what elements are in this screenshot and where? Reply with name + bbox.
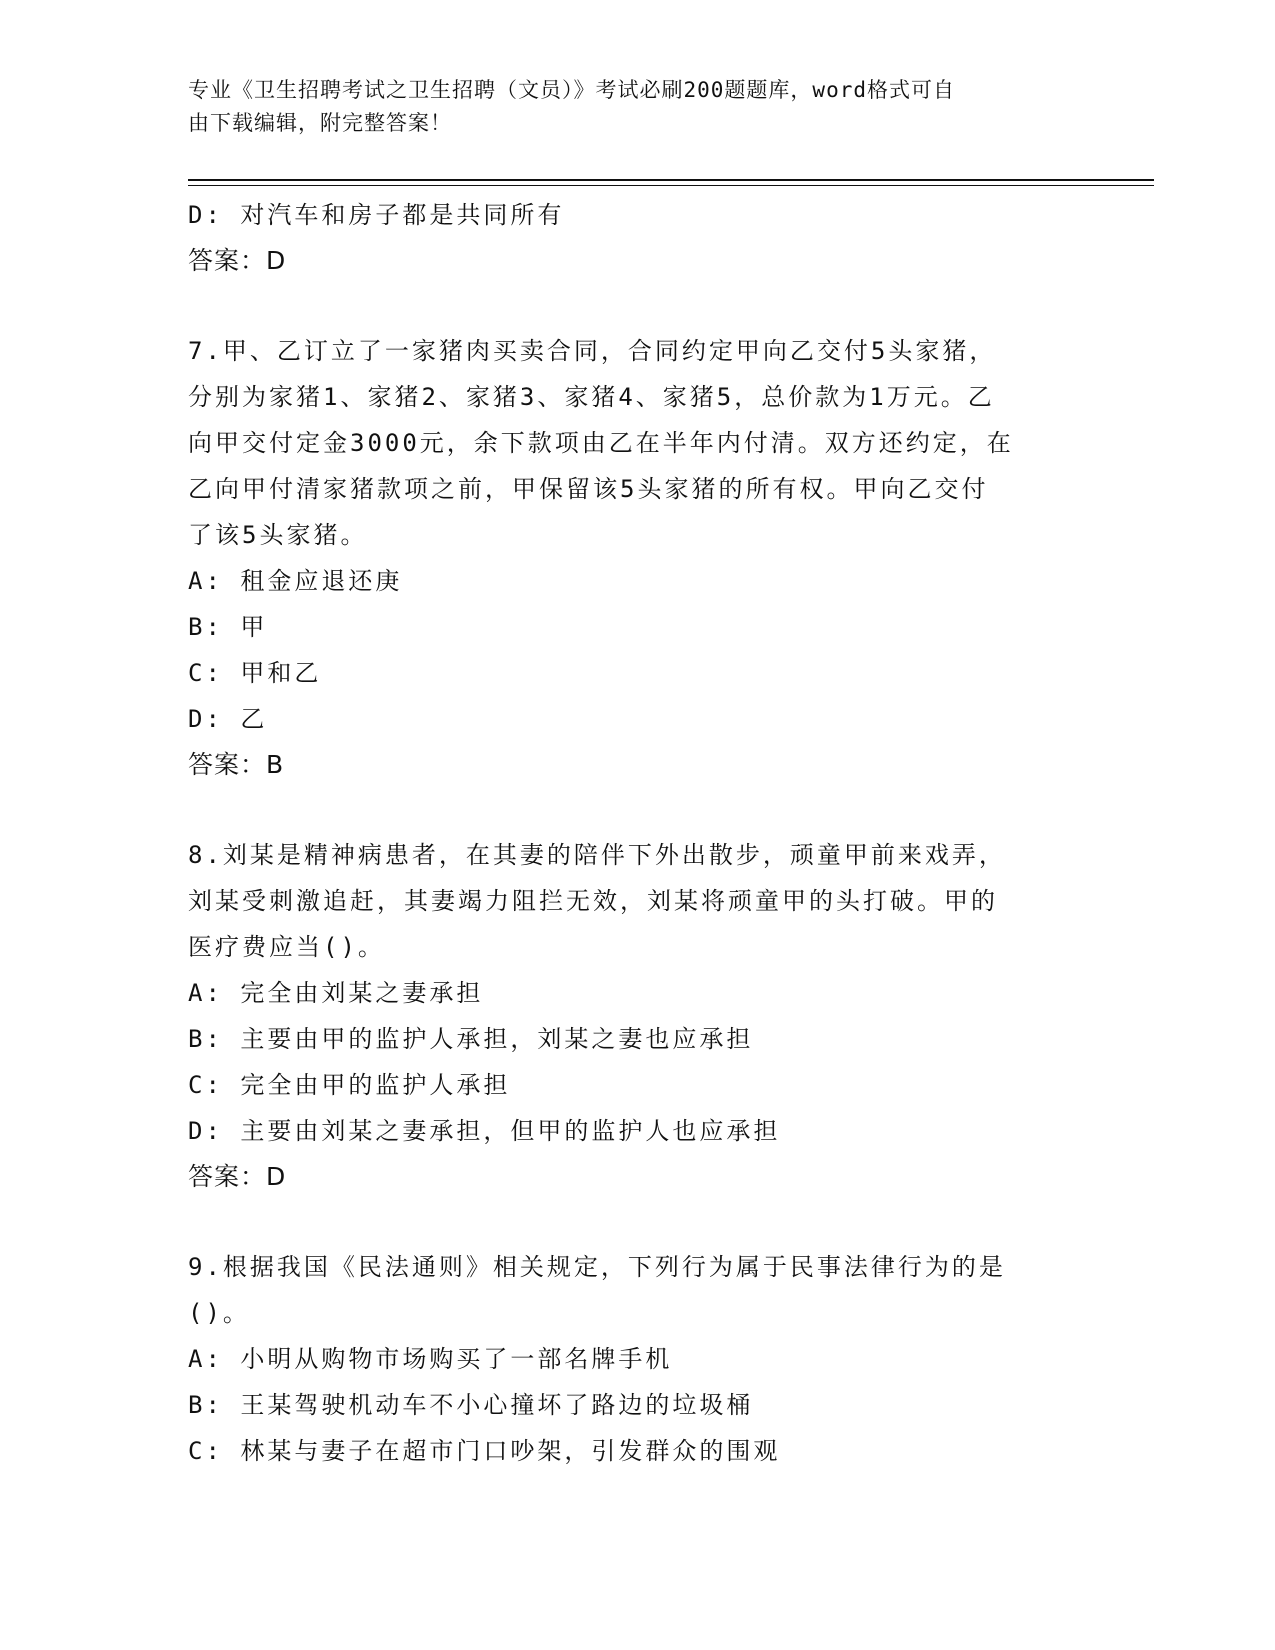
- prev-option-d: D: 对汽车和房子都是共同所有: [188, 201, 565, 229]
- q7-stem-line: 了该5头家猪。: [188, 521, 368, 549]
- q8-stem-line: 刘某受刺激追赶，其妻竭力阻拦无效，刘某将顽童甲的头打破。甲的: [188, 887, 998, 915]
- q8-option-b: B: 主要由甲的监护人承担，刘某之妻也应承担: [188, 1025, 754, 1053]
- q7-option-b: B: 甲: [188, 613, 268, 641]
- spacer: [188, 788, 1088, 832]
- q9-option-b: B: 王某驾驶机动车不小心撞坏了路边的垃圾桶: [188, 1391, 754, 1419]
- q8-option-a: A: 完全由刘某之妻承担: [188, 979, 484, 1007]
- q7-stem-line: 乙向甲付清家猪款项之前，甲保留该5头家猪的所有权。甲向乙交付: [188, 475, 989, 503]
- question-8: [188, 832, 1088, 1200]
- q8-option-c: C: 完全由甲的监护人承担: [188, 1071, 511, 1099]
- q8-stem-line: 医疗费应当()。: [188, 933, 385, 961]
- q8-option-d: D: 主要由刘某之妻承担，但甲的监护人也应承担: [188, 1117, 781, 1145]
- q8-stem-line: 8.刘某是精神病患者，在其妻的陪伴下外出散步，顽童甲前来戏弄，: [188, 841, 1006, 869]
- header-line-2: 由下载编辑，附完整答案！: [188, 111, 452, 135]
- q7-option-c: C: 甲和乙: [188, 659, 322, 687]
- prev-answer: 答案：D: [188, 246, 287, 275]
- question-9: [188, 1244, 1088, 1474]
- header-line-1: 专业《卫生招聘考试之卫生招聘（文员）》考试必刷200题题库，word格式可自: [188, 78, 955, 102]
- document-header: [188, 74, 1068, 140]
- q7-stem-line: 向甲交付定金3000元，余下款项由乙在半年内付清。双方还约定，在: [188, 429, 1014, 457]
- document-body: [188, 192, 1088, 1474]
- q9-option-a: A: 小明从购物市场购买了一部名牌手机: [188, 1345, 673, 1373]
- q7-answer: 答案：B: [188, 750, 285, 779]
- q8-answer: 答案：D: [188, 1162, 287, 1191]
- header-rule-thick: [188, 179, 1154, 181]
- q9-option-c: C: 林某与妻子在超市门口吵架，引发群众的围观: [188, 1437, 781, 1465]
- q7-stem-line: 分别为家猪1、家猪2、家猪3、家猪4、家猪5，总价款为1万元。乙: [188, 383, 995, 411]
- q9-stem-line: ()。: [188, 1299, 250, 1327]
- q7-option-d: D: 乙: [188, 705, 268, 733]
- q7-stem-line: 7.甲、乙订立了一家猪肉买卖合同，合同约定甲向乙交付5头家猪，: [188, 337, 997, 365]
- q7-option-a: A: 租金应退还庚: [188, 567, 403, 595]
- spacer: [188, 1200, 1088, 1244]
- header-rule-thin: [188, 185, 1154, 186]
- q9-stem-line: 9.根据我国《民法通则》相关规定，下列行为属于民事法律行为的是: [188, 1253, 1006, 1281]
- question-7: [188, 328, 1088, 788]
- spacer: [188, 284, 1088, 328]
